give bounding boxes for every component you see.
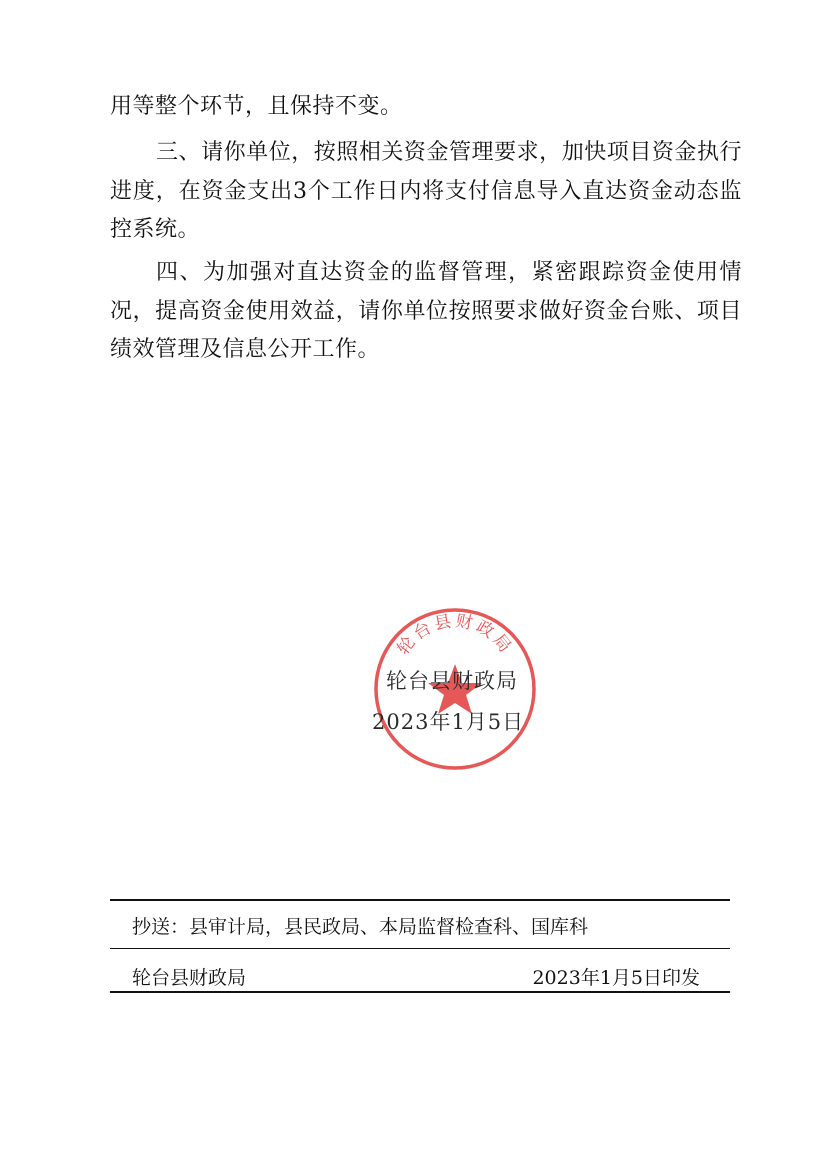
body-paragraph-1: 用等整个环节，且保持不变。 [110,94,403,119]
cc-line [132,912,588,939]
cc-label: 抄送： [132,916,190,938]
seal-text: 轮台县财政局 [393,611,517,659]
signature-organization: 轮台县财政局 [386,669,518,693]
issue-date: 2023年1月5日印发 [532,967,700,989]
signature-date: 2023年1月5日 [372,710,525,734]
footer-middle-rule [110,948,730,949]
issuing-organization: 轮台县财政局 [132,967,247,989]
body-paragraph-3: 四、为加强对直达资金的监督管理，紧密跟踪资金使用情况，提高资金使用效益，请你单位按照要求做好资金台账、项目绩效管理及信息公开工作。 [110,260,742,362]
footer-bottom-rule [110,991,730,993]
body-paragraph-2: 三、请你单位，按照相关资金管理要求，加快项目资金执行进度，在资金支出3个工作日内将支付信息导入直达资金动态监控系统。 [110,140,742,242]
footer-top-rule [110,899,730,901]
cc-recipients: 县审计局，县民政局、本局监督检查科、国库科 [189,916,589,938]
